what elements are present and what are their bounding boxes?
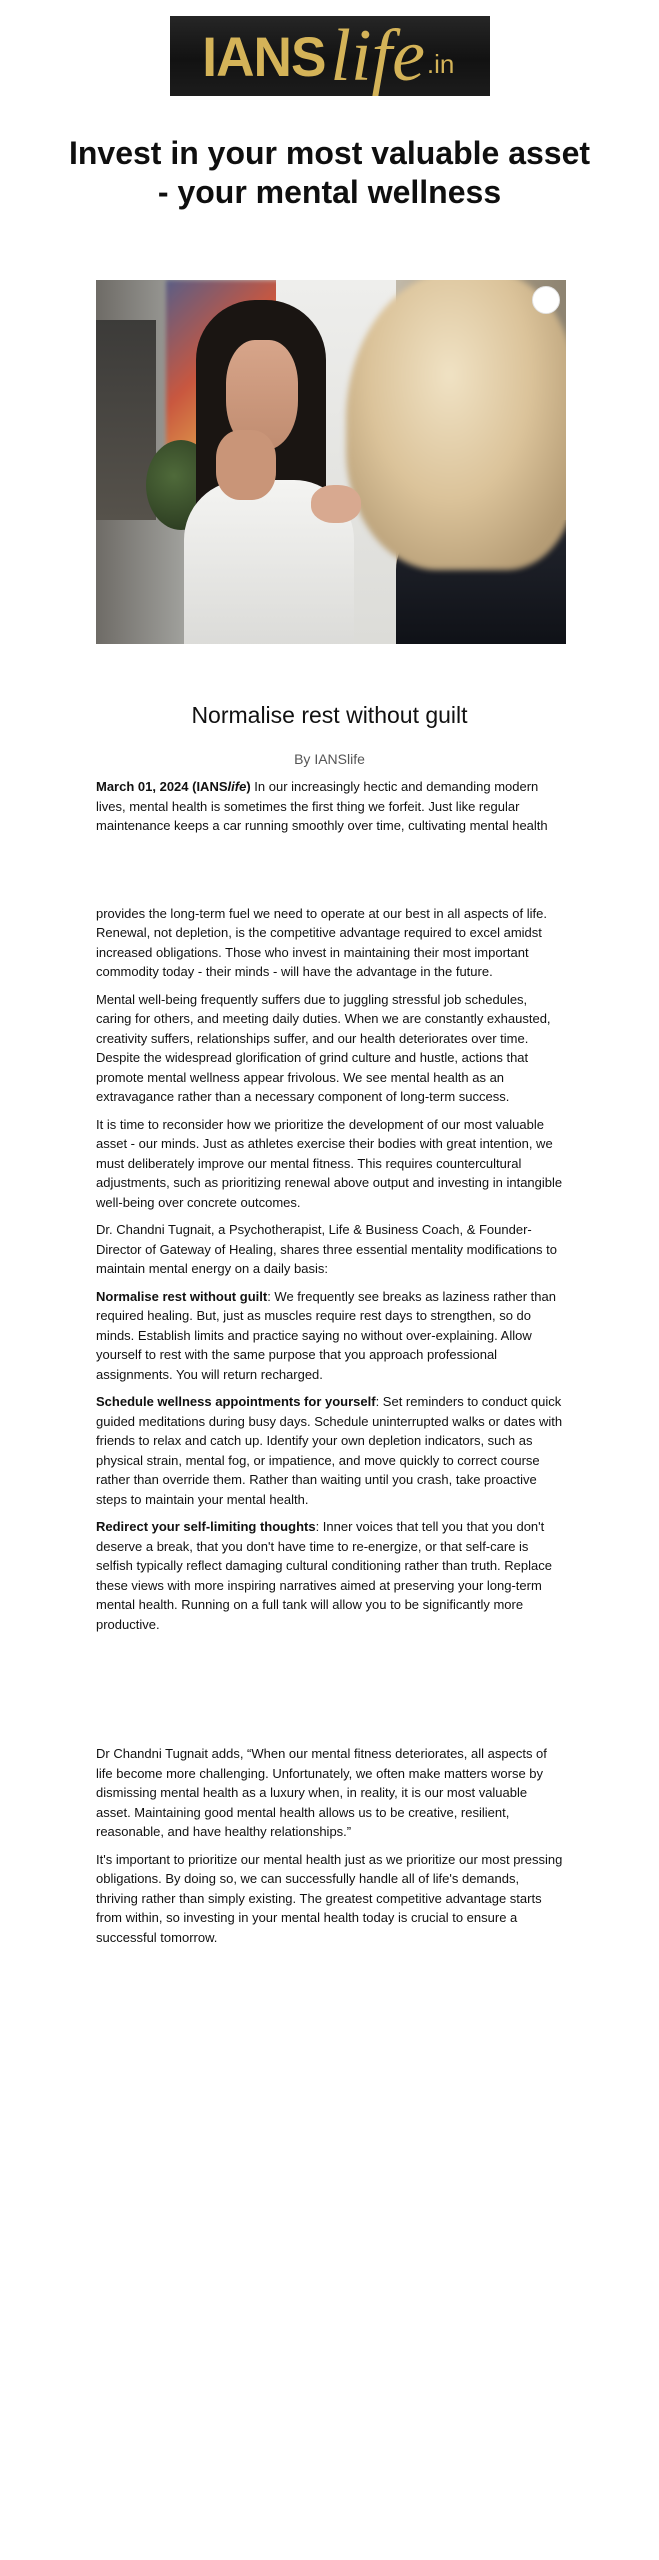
hero-therapist-hand-shape <box>311 485 361 523</box>
paragraph-6: It's important to prioritize our mental health just as we prioritize our most pressing obligations. By doing so, we can successfully handle all of life's demands, thriving rather than simply existing. The greatest competitive advantage starts from within, so investing in your mental health today is crucial to ensure a successful tomorrow. <box>96 1851 563 1945</box>
article-subtitle: Normalise rest without guilt <box>191 702 468 729</box>
paragraph-3: It is time to reconsider how we prioritize the development of our most valuable asset - our minds. Just as athletes exercise their bodies with great intention, we must deliberately improve our mental fitness. This requires countercultural adjustments, such as prioritizing renewal above output and investing in intangible well-being over concrete outcomes. <box>96 1116 563 1210</box>
dateline-prefix: March 01, 2024 (IANS <box>96 779 228 795</box>
lead-paragraph <box>96 777 563 836</box>
ad-gap <box>96 844 563 904</box>
ianslife-logo[interactable] <box>170 16 490 96</box>
tip-3-title: Redirect your self-limiting thoughts <box>96 1519 316 1535</box>
tip-3-text: : Inner voices that tell you that you don't deserve a break, that you don't have time to re-energize, or that self-care is selfish typically reflect damaging cultural conditioning rather than truth. Replace these views with more inspiring narratives aimed at preserving your long-term mental health. Running on a full tank will allow you to be significantly more productive. <box>96 1519 552 1632</box>
article-byline: By IANSlife <box>294 751 365 768</box>
ad-gap <box>96 1642 563 1744</box>
paragraph-5: Dr Chandni Tugnait adds, “When our mental fitness deteriorates, all aspects of life become more challenging. Unfortunately, we often make matters worse by dismissing mental health as a luxury when, in reality, it is our most valuable asset. Maintaining good mental health allows us to be creative, resilient, reasonable, and have healthy relationships.” <box>96 1746 547 1840</box>
logo-container <box>0 0 659 96</box>
image-overlay-button[interactable] <box>532 286 560 314</box>
lead-text: In our increasingly hectic and demanding modern lives, mental health is sometimes the first thing we forfeit. Just like regular maintenance keeps a car running smoothly over time, cultivating mental health <box>96 779 548 834</box>
paragraph-4: Dr. Chandni Tugnait, a Psychotherapist, Life & Business Coach, & Founder-Director of Gateway of Healing, shares three essential mentality modifications to maintain mental energy on a daily basis: <box>96 1222 557 1277</box>
tip-3 <box>96 1517 563 1634</box>
dateline <box>96 779 251 794</box>
article-body <box>96 777 563 1947</box>
tip-2 <box>96 1392 563 1509</box>
hero-image <box>96 280 566 644</box>
tip-1 <box>96 1287 563 1385</box>
tip-2-title: Schedule wellness appointments for yourself <box>96 1394 376 1410</box>
tip-1-title: Normalise rest without guilt <box>96 1288 268 1304</box>
tip-1-text: : We frequently see breaks as laziness rather than required healing. But, just as muscles require rest days to strengthen, so do minds. Establish limits and practice saying no without over-explaining. Allow yourself to rest with the same purpose that you approach professional assignments. You will return recharged. <box>96 1288 556 1382</box>
logo-ians-text: IANS <box>201 24 326 88</box>
tip-2-text: : Set reminders to conduct quick guided meditations during busy days. Schedule uninterrupted walks or dates with friends to relax and catch up. Identify your own depletion indicators, such as physical strain, mental fog, or impatience, and move quickly to correct course rather than override them. Rather than waiting until you crash, take proactive steps to maintain your mental health. <box>96 1394 563 1507</box>
paragraph-2: Mental well-being frequently suffers due to juggling stressful job schedules, caring for others, and meeting daily duties. When we are constantly exhausted, creativity suffers, relationships suffer, and our health deteriorates over time. Despite the widespread glorification of grind culture and hustle, actions that promote mental wellness appear frivolous. We see mental health as an extravagance rather than a necessary component of long-term success. <box>96 991 551 1105</box>
hero-woman-hand-shape <box>216 430 276 500</box>
logo-life-text: life <box>330 15 425 97</box>
hero-therapist-hair-shape <box>346 280 566 570</box>
paragraph-1: provides the long-term fuel we need to operate at our best in all aspects of life. Renewal, not depletion, is the competitive advantage required to excel amidst increased obligations. Those who invest in maintaining their most important commodity today - their minds - will have the advantage in the future. <box>96 905 547 980</box>
logo-suffix-text: .in <box>426 49 455 79</box>
dateline-italic: life <box>227 779 247 795</box>
dateline-suffix: ) <box>246 779 251 795</box>
page-title: Invest in your most valuable asset - your mental wellness <box>68 135 591 211</box>
